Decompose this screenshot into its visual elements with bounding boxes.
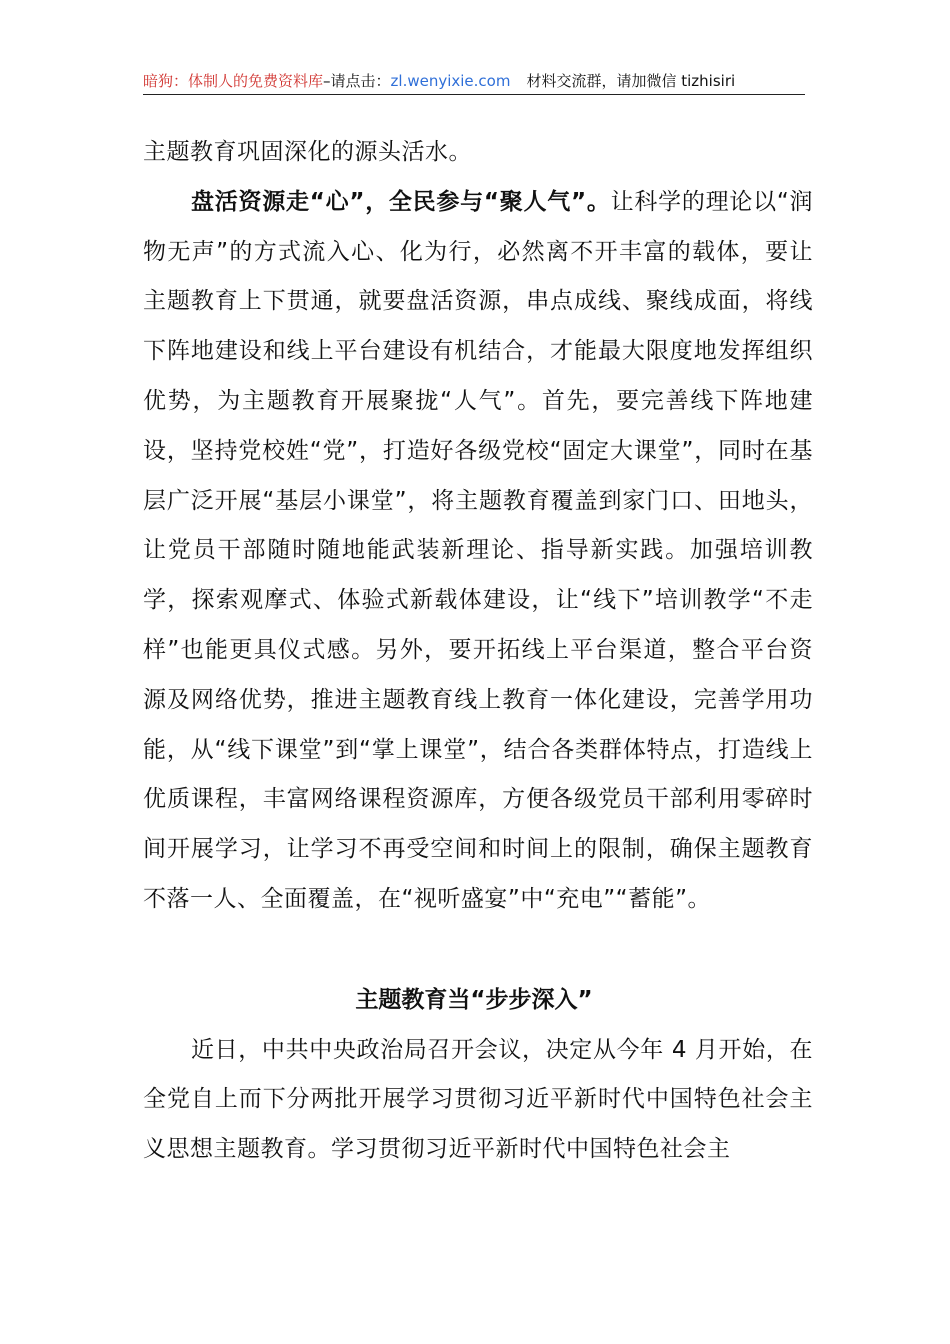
paragraph-intro: 近日，中共中央政治局召开会议，决定从今年 4 月开始，在全党自上而下分两批开展学习贯彻习近平新时代中国特色社会主义思想主题教育。学习贯彻习近平新时代中国特色社会主 <box>143 1036 813 1163</box>
header-click-prefix: –请点击： <box>323 72 391 90</box>
header-group-note: 材料交流群，请加微信 tizhisiri <box>526 72 736 90</box>
page-header <box>143 68 805 95</box>
header-brand: 暗狗：体制人的免费资料库 <box>143 72 324 90</box>
header-link[interactable]: zl.wenyixie.com <box>390 72 511 90</box>
paragraph-continuation: 主题教育巩固深化的源头活水。 <box>143 139 472 165</box>
section-heading: 主题教育当“步步深入” <box>355 986 593 1013</box>
paragraph-lead-bold: 盘活资源走“心”，全民参与“聚人气”。 <box>191 188 611 215</box>
document-body <box>143 128 813 1175</box>
paragraph-resources-text: 让科学的理论以“润物无声”的方式流入心、化为行，必然离不开丰富的载体，要让主题教育上下贯通，就要盘活资源，串点成线、聚线成面，将线下阵地建设和线上平台建设有机结合，才能最大限度地发挥组织优势，为主题教育开展聚拢“人气”。首先，要完善线下阵地建设，坚持党校姓“党”，打造好各级党校“固定大课堂”，同时在基层广泛开展“基层小课堂”，将主题教育覆盖到家门口、田地头，让党员干部随时随地能武装新理论、指导新实践。加强培训教学，探索观摩式、体验式新载体建设，让“线下”培训教学“不走样”也能更具仪式感。另外，要开拓线上平台渠道，整合平台资源及网络优势，推进主题教育线上教育一体化建设，完善学用功能，从“线下课堂”到“掌上课堂”，结合各类群体特点，打造线上优质课程，丰富网络课程资源库，方便各级党员干部利用零碎时间开展学习，让学习不再受空间和时间上的限制，确保主题教育不落一人、全面覆盖，在“视听盛宴”中“充电”“蓄能”。 <box>143 188 813 912</box>
paragraph-resources <box>143 178 813 925</box>
